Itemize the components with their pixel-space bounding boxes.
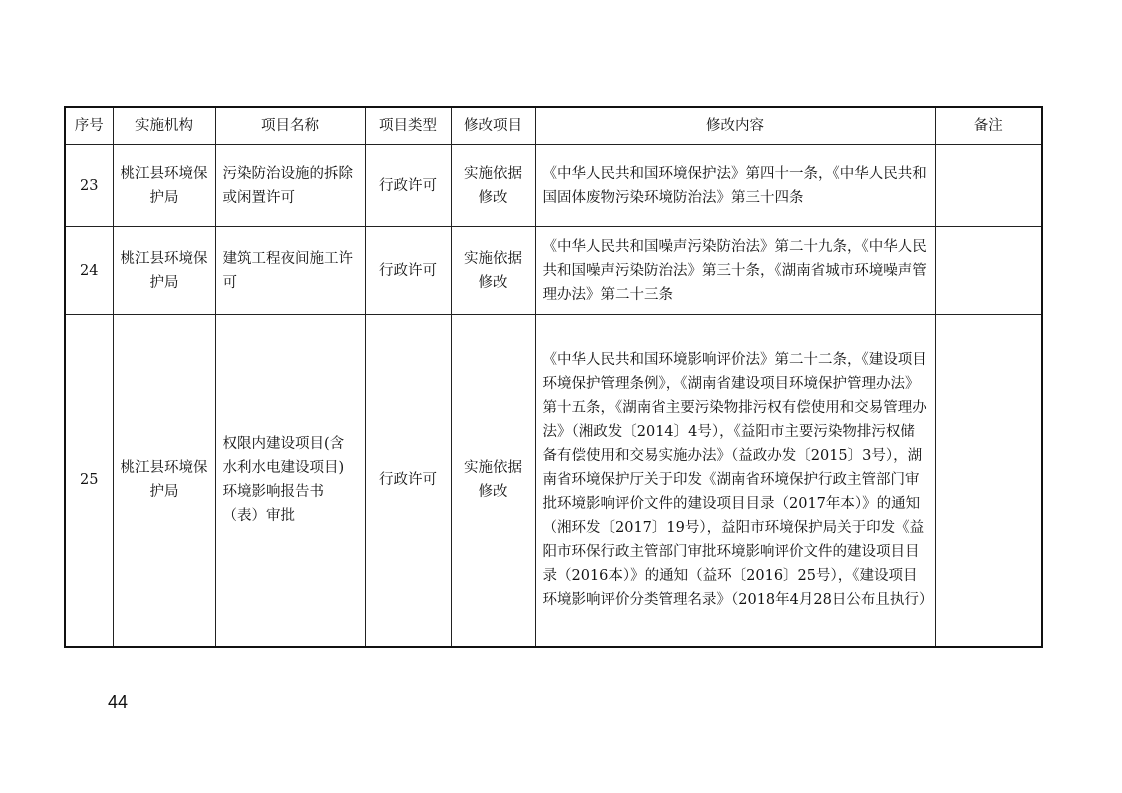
page-number: 44 <box>108 692 129 712</box>
header-remarks: 备注 <box>935 107 1042 145</box>
cell-modified-content: 《中华人民共和国环境影响评价法》第二十二条，《建设项目环境保护管理条例》，《湖南省建设项目环境保护管理办法》第十五条，《湖南省主要污染物排污权有偿使用和交易管理办法》（湘政发〔2014〕4号），《益阳市主要污染物排污权储备有偿使用和交易实施办法》（益政办发〔2015〕3号），湖南省环境保护厅关于印发《湖南省环境保护行政主管部门审批环境影响评价文件的建设项目目录（2017年本）》的通知（湘环发〔2017〕19号），益阳市环境保护局关于印发《益阳市环保行政主管部门审批环境影响评价文件的建设项目目录（2016本）》的通知（益环〔2016〕25号），《建设项目环境影响评价分类管理名录》（2018年4月28日公布且执行） <box>535 315 935 647</box>
amendment-table <box>64 106 1043 648</box>
header-modified-content: 修改内容 <box>535 107 935 145</box>
cell-agency: 桃江县环境保护局 <box>113 227 215 315</box>
header-seq: 序号 <box>65 107 113 145</box>
cell-modified-content: 《中华人民共和国环境保护法》第四十一条，《中华人民共和国固体废物污染环境防治法》第三十四条 <box>535 145 935 227</box>
header-project-name: 项目名称 <box>215 107 365 145</box>
cell-modified-content: 《中华人民共和国噪声污染防治法》第二十九条，《中华人民共和国噪声污染防治法》第三十条，《湖南省城市环境噪声管理办法》第二十三条 <box>535 227 935 315</box>
cell-project-name: 建筑工程夜间施工许可 <box>215 227 365 315</box>
cell-project-name: 权限内建设项目(含水利水电建设项目)环境影响报告书（表）审批 <box>215 315 365 647</box>
table-row <box>65 227 1042 315</box>
cell-agency: 桃江县环境保护局 <box>113 145 215 227</box>
cell-remarks <box>935 315 1042 647</box>
header-modified-item: 修改项目 <box>451 107 535 145</box>
cell-remarks <box>935 145 1042 227</box>
cell-project-type: 行政许可 <box>365 315 451 647</box>
cell-project-type: 行政许可 <box>365 145 451 227</box>
cell-project-name: 污染防治设施的拆除或闲置许可 <box>215 145 365 227</box>
table-row <box>65 315 1042 647</box>
cell-seq: 25 <box>65 315 113 647</box>
cell-modified-item: 实施依据修改 <box>451 227 535 315</box>
cell-seq: 23 <box>65 145 113 227</box>
cell-seq: 24 <box>65 227 113 315</box>
cell-agency: 桃江县环境保护局 <box>113 315 215 647</box>
cell-remarks <box>935 227 1042 315</box>
cell-modified-item: 实施依据修改 <box>451 315 535 647</box>
cell-project-type: 行政许可 <box>365 227 451 315</box>
table-header-row <box>65 107 1042 145</box>
cell-modified-item: 实施依据修改 <box>451 145 535 227</box>
header-agency: 实施机构 <box>113 107 215 145</box>
table-row <box>65 145 1042 227</box>
header-project-type: 项目类型 <box>365 107 451 145</box>
